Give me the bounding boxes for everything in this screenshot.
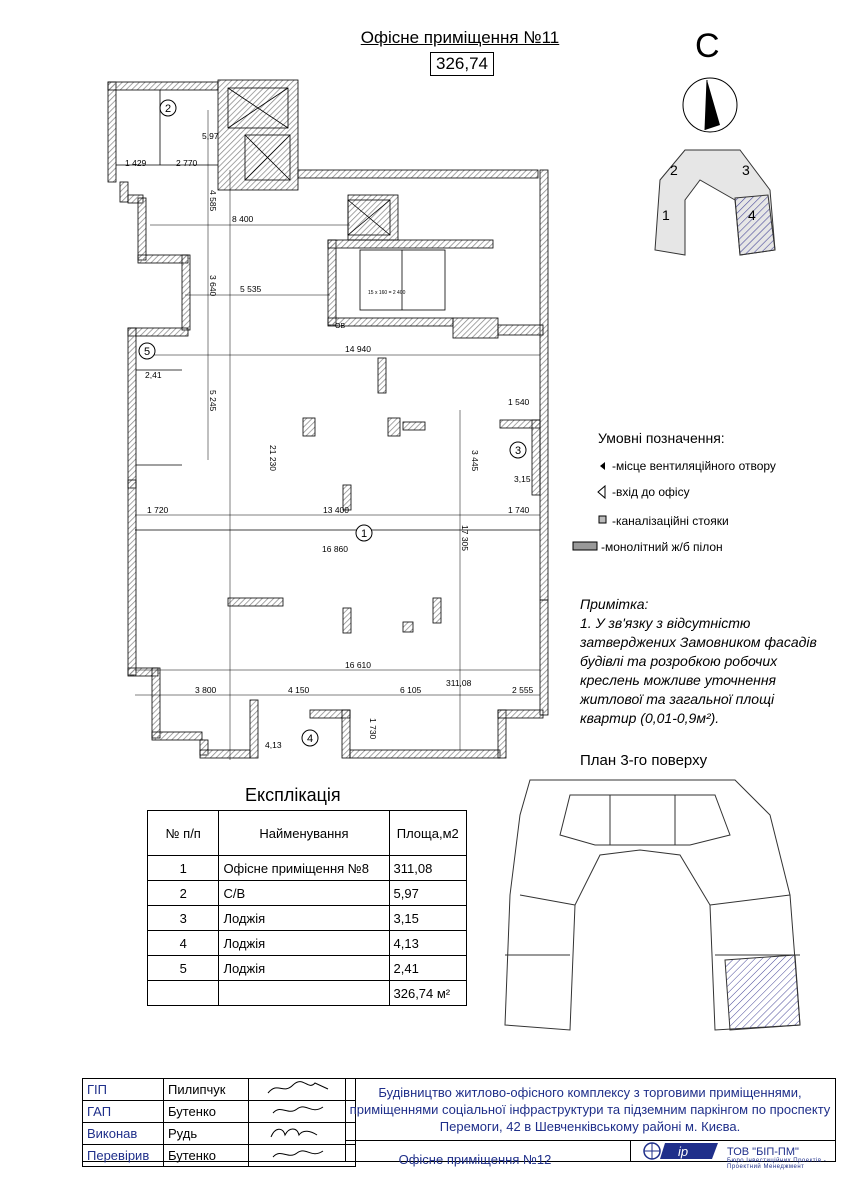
- company-logo: [640, 1141, 722, 1161]
- wall-segment: [128, 328, 136, 488]
- table-row: [148, 956, 467, 981]
- signature-image: [253, 1101, 343, 1119]
- room-label-5: 5: [143, 346, 151, 358]
- shaft-label: ОВ: [335, 323, 346, 330]
- table-cell: С/В: [219, 881, 389, 906]
- note-line: будівлі та розробкою робочих: [580, 653, 778, 669]
- column: [303, 418, 315, 436]
- legend-item-sewer: -каналізаційні стояки: [612, 514, 729, 528]
- wall-segment: [108, 82, 218, 90]
- floor-plan: [100, 70, 560, 770]
- table-row: [148, 856, 467, 881]
- signature-cell: [249, 1123, 356, 1145]
- signature-row: [83, 1145, 356, 1167]
- stair-note: 15 x 160 = 2 400: [368, 290, 406, 296]
- signer-name: Пилипчук: [164, 1079, 249, 1101]
- signature-cell: [249, 1145, 356, 1167]
- table-row: [148, 906, 467, 931]
- room-label-1: 1: [360, 528, 368, 540]
- signer-role: ГАП: [83, 1101, 164, 1123]
- dim-label: 1 730: [368, 718, 378, 740]
- signer-role: Виконав: [83, 1123, 164, 1145]
- table-header: Найменування: [219, 811, 389, 856]
- note-block: [580, 595, 840, 728]
- dim-label: 3 445: [470, 450, 480, 472]
- table-cell: Лоджія: [219, 931, 389, 956]
- column: [378, 358, 386, 393]
- table-header-row: [148, 811, 467, 856]
- room-label-2: 2: [164, 103, 172, 115]
- floor-3-overview: [500, 775, 810, 1040]
- dim-label: 13 400: [323, 505, 349, 515]
- wall-segment: [453, 318, 498, 338]
- dim-label: 17 305: [460, 525, 470, 551]
- dim-label: 5,97: [202, 131, 219, 141]
- note-line: квартир (0,01-0,9м²).: [580, 710, 720, 726]
- signer-role: ГІП: [83, 1079, 164, 1101]
- wall-segment: [348, 195, 398, 240]
- table-total-row: [148, 981, 467, 1006]
- stamp-divider: [345, 1140, 835, 1141]
- table-cell: 1: [148, 856, 219, 881]
- explication-title: Експлікація: [245, 785, 341, 805]
- wall-segment: [120, 182, 128, 202]
- table-cell: 5,97: [389, 881, 467, 906]
- signature-row: [83, 1123, 356, 1145]
- dim-label: 4 150: [288, 685, 310, 695]
- key-plan-section-4: [735, 195, 775, 255]
- table-row: [148, 931, 467, 956]
- legend-item-entrance: -вхід до офісу: [612, 485, 690, 499]
- wall-segment: [342, 710, 350, 758]
- signer-name: Рудь: [164, 1123, 249, 1145]
- key-plan-label-1: 1: [662, 207, 670, 223]
- company-subtitle: Бюро Інвестиційних Проектів - Проектний Менеджмент: [727, 1158, 827, 1170]
- wall-segment: [182, 255, 190, 330]
- table-cell: Лоджія: [219, 906, 389, 931]
- wall-segment: [328, 240, 336, 325]
- wall-segment: [250, 700, 258, 758]
- legend-title: Умовні позначення:: [598, 430, 725, 446]
- dim-label: 3,15: [514, 474, 531, 484]
- north-needle: [705, 80, 720, 130]
- note-line: житлової та загальної площі: [580, 691, 775, 707]
- signer-name: Бутенко: [164, 1145, 249, 1167]
- wall-segment: [328, 240, 493, 248]
- wall-segment: [498, 710, 543, 718]
- column: [343, 608, 351, 633]
- dim-label: 8 400: [232, 214, 254, 224]
- dim-label: 3 800: [195, 685, 217, 695]
- wall-segment: [152, 732, 202, 740]
- column: [388, 418, 400, 436]
- signer-role: Перевірив: [83, 1145, 164, 1167]
- dim-label: 1 720: [147, 505, 169, 515]
- column: [403, 622, 413, 632]
- wall-segment: [138, 198, 146, 260]
- key-plan-label-3: 3: [742, 162, 750, 178]
- stair: [360, 250, 445, 310]
- signer-name: Бутенко: [164, 1101, 249, 1123]
- key-plan: [640, 140, 780, 265]
- wall-segment: [540, 170, 548, 600]
- table-cell: [148, 981, 219, 1006]
- table-cell: 4,13: [389, 931, 467, 956]
- sheet-title: Офісне приміщення №12: [398, 1152, 552, 1167]
- wall-segment: [532, 420, 540, 495]
- wall-segment: [298, 170, 538, 178]
- table-cell: 3,15: [389, 906, 467, 931]
- wall-segment: [350, 750, 500, 758]
- wall-segment: [108, 82, 116, 182]
- note-heading: Примітка:: [580, 596, 649, 612]
- wall-segment: [138, 255, 188, 263]
- pylon-icon: [572, 540, 598, 552]
- north-label: С: [695, 27, 720, 65]
- table-cell: 2,41: [389, 956, 467, 981]
- signature-image: [253, 1145, 343, 1163]
- project-description: Будівництво житлово-офісного комплексу з торговими приміщеннями, приміщеннями соціальної інфраструктури та підземним паркінгом по проспекту Перемоги, 42 в Шевченківському районі м. Києва.: [349, 1085, 831, 1134]
- stamp-divider: [630, 1140, 631, 1161]
- signature-row: [83, 1101, 356, 1123]
- total-area-box: 326,74: [430, 52, 494, 76]
- entrance-icon: [598, 486, 605, 498]
- table-cell: Офісне приміщення №8: [219, 856, 389, 881]
- company-title: ТОВ "БІП-ПМ": [727, 1146, 799, 1158]
- table-cell: 5: [148, 956, 219, 981]
- wall-segment: [540, 600, 548, 715]
- explication-table: [147, 810, 467, 1006]
- table-cell: 311,08: [389, 856, 467, 881]
- wall-segment: [152, 668, 160, 738]
- wall-segment: [128, 480, 136, 675]
- wall-segment: [200, 750, 250, 758]
- floor-3-core: [560, 795, 730, 845]
- note-line: затверджених Замовником фасадів: [580, 634, 817, 650]
- dim-label: 2 770: [176, 158, 198, 168]
- dim-label: 2,41: [145, 370, 162, 380]
- page-title: Офісне приміщення №11: [360, 28, 560, 47]
- dim-label: 14 940: [345, 344, 371, 354]
- dim-label: 4 585: [208, 190, 218, 212]
- dim-label: 16 860: [322, 544, 348, 554]
- dim-label: 311,08: [446, 678, 472, 688]
- signature-cell: [249, 1079, 356, 1101]
- dim-label: 21 230: [268, 445, 278, 471]
- dim-label: 3 640: [208, 275, 218, 297]
- note-line: 1. У зв'язку з відсутністю: [580, 615, 751, 631]
- wall-segment: [498, 325, 543, 335]
- signature-image: [253, 1079, 343, 1097]
- table-cell: 2: [148, 881, 219, 906]
- column: [228, 598, 283, 606]
- table-cell: 326,74 м²: [389, 981, 467, 1006]
- dim-label: 6 105: [400, 685, 422, 695]
- logo-text: ip: [678, 1144, 689, 1159]
- signature-row: [83, 1079, 356, 1101]
- dim-label: 16 610: [345, 660, 371, 670]
- room-label-3: 3: [514, 445, 522, 457]
- key-plan-label-2: 2: [670, 162, 678, 178]
- dim-label: 1 540: [508, 397, 530, 407]
- column: [433, 598, 441, 623]
- dim-label: 4,13: [265, 740, 282, 750]
- wall-segment: [128, 328, 188, 336]
- dim-label: 2 555: [512, 685, 534, 695]
- table-header: № п/п: [148, 811, 219, 856]
- legend-item-pylon: -монолітний ж/б пілон: [601, 540, 723, 554]
- dim-label: 5 245: [208, 390, 218, 412]
- signature-image: [253, 1123, 343, 1141]
- table-cell: Лоджія: [219, 956, 389, 981]
- legend-item-vent: -місце вентиляційного отвору: [612, 459, 776, 473]
- table-header: Площа,м2: [389, 811, 467, 856]
- floor-plan-title: План 3-го поверху: [580, 752, 708, 769]
- dim-label: 5 535: [240, 284, 262, 294]
- company-name: [727, 1146, 849, 1170]
- table-cell: [219, 981, 389, 1006]
- table-row: [148, 881, 467, 906]
- room-label-4: 4: [306, 733, 314, 745]
- floor-3-highlight: [725, 955, 800, 1030]
- table-cell: 4: [148, 931, 219, 956]
- wall-segment: [328, 318, 453, 326]
- signature-table: [82, 1078, 356, 1167]
- table-cell: 3: [148, 906, 219, 931]
- key-plan-label-4: 4: [748, 207, 756, 223]
- vent-icon: [600, 462, 605, 470]
- column: [403, 422, 425, 430]
- sewer-riser-icon: [599, 516, 606, 523]
- note-line: креслень можливе уточнення: [580, 672, 777, 688]
- north-arrow: [675, 25, 745, 135]
- dim-label: 1 429: [125, 158, 147, 168]
- dim-label: 1 740: [508, 505, 530, 515]
- signature-cell: [249, 1101, 356, 1123]
